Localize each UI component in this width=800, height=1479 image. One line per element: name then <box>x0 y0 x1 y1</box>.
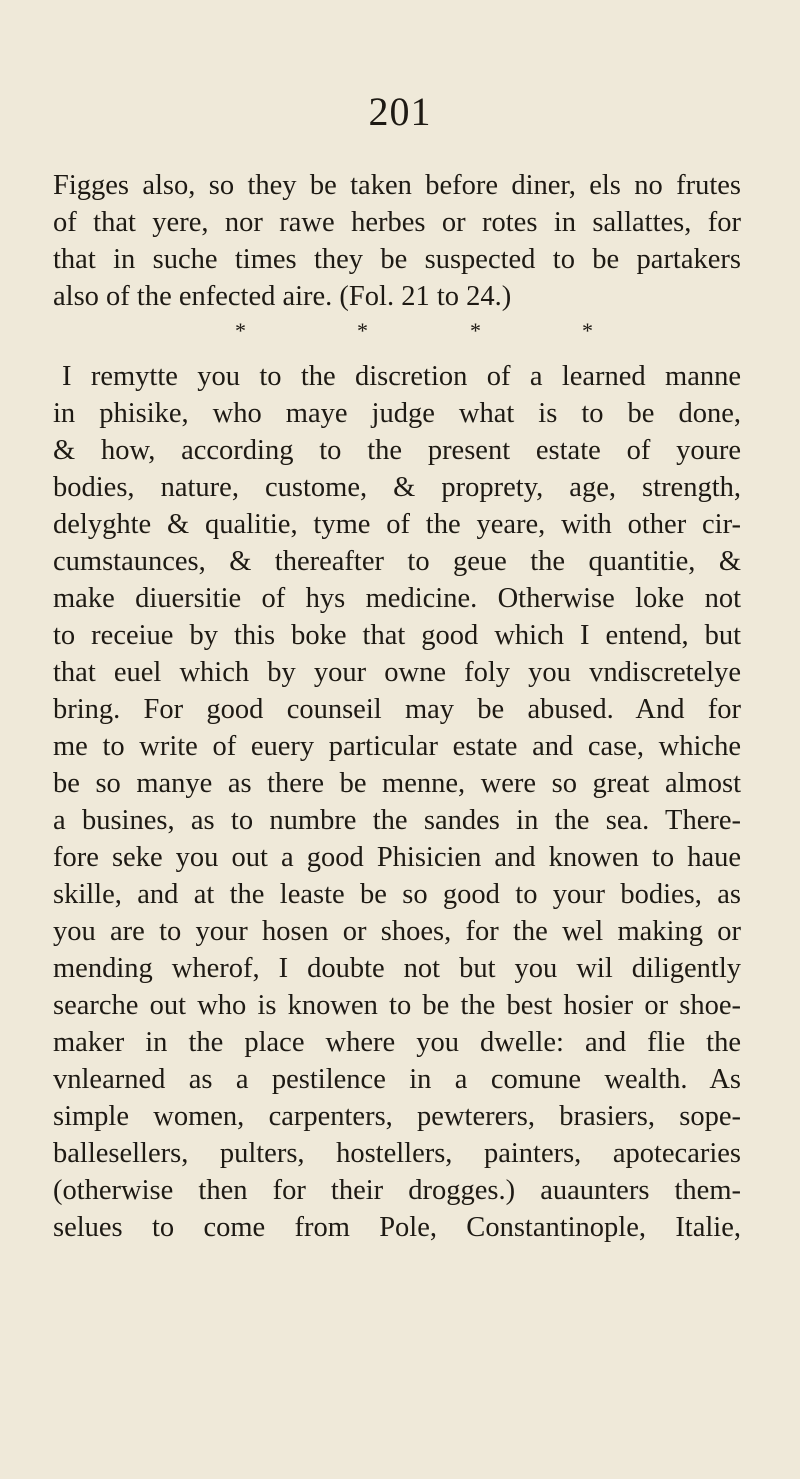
text-line: mending wherof, I doubte not but you wil diligently <box>53 953 741 984</box>
text-line: Figges also, so they be taken before diner, els no frutes <box>53 170 741 201</box>
text-line: make diuersitie of hys medicine. Otherwise loke not <box>53 583 741 614</box>
text-line: searche out who is knowen to be the best hosier or shoe- <box>53 990 741 1021</box>
text-line: maker in the place where you dwelle: and flie the <box>53 1027 741 1058</box>
text-line: bodies, nature, custome, & proprety, age, strength, <box>53 472 741 503</box>
text-line: that in suche times they be suspected to be partakers <box>53 244 741 275</box>
text-line: in phisike, who maye judge what is to be done, <box>53 398 741 429</box>
text-line: cumstaunces, & thereafter to geue the quantitie, & <box>53 546 741 577</box>
text-line: be so manye as there be menne, were so great almost <box>53 768 741 799</box>
asterisk: * <box>582 318 593 343</box>
text-line: fore seke you out a good Phisicien and knowen to haue <box>53 842 741 873</box>
text-line: (otherwise then for their drogges.) auaunters them- <box>53 1175 741 1206</box>
asterisk: * <box>470 318 481 343</box>
text-line: simple women, carpenters, pewterers, brasiers, sope- <box>53 1101 741 1132</box>
page-number: 201 <box>368 89 432 134</box>
text-line: delyghte & qualitie, tyme of the yeare, with other cir- <box>53 509 741 540</box>
text-line: to receiue by this boke that good which I entend, but <box>53 620 741 651</box>
text-line: me to write of euery particular estate and case, whiche <box>53 731 741 762</box>
asterisk: * <box>357 318 368 343</box>
text-line: skille, and at the leaste be so good to your bodies, as <box>53 879 741 910</box>
text-line: also of the enfected aire. (Fol. 21 to 24.) <box>53 281 512 312</box>
asterisk: * <box>235 318 246 343</box>
text-line: bring. For good counseil may be abused. And for <box>53 694 741 725</box>
text-line: I remytte you to the discretion of a learned manne <box>62 361 741 392</box>
text-line: ballesellers, pulters, hostellers, painters, apotecaries <box>53 1138 741 1169</box>
text-line: you are to your hosen or shoes, for the wel making or <box>53 916 741 947</box>
text-line: vnlearned as a pestilence in a comune wealth. As <box>53 1064 741 1095</box>
section-break <box>0 318 800 346</box>
text-line: selues to come from Pole, Constantinople, Italie, <box>53 1212 741 1243</box>
text-line: & how, according to the present estate of youre <box>53 435 741 466</box>
text-line: a busines, as to numbre the sandes in the sea. There- <box>53 805 741 836</box>
text-line: of that yere, nor rawe herbes or rotes in sallattes, for <box>53 207 741 238</box>
text-line: that euel which by your owne foly you vndiscretelye <box>53 657 741 688</box>
